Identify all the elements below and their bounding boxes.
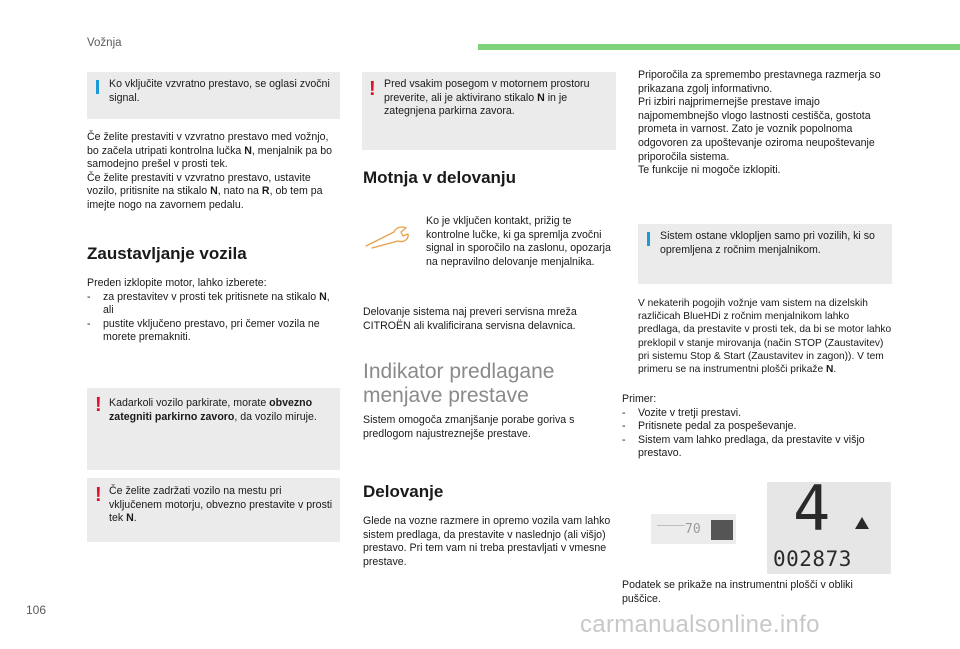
speed-value: 70 bbox=[685, 522, 701, 537]
section-title: Vožnja bbox=[87, 37, 122, 49]
gear-display bbox=[767, 472, 891, 574]
section-accent-bar bbox=[478, 44, 960, 50]
watermark: carmanualsonline.info bbox=[580, 611, 820, 638]
example-list: Primer: - Vozite v tretji prestavi. - Pritisnete pedal za pospeševanje. - Sistem vam lahko predlaga, da prestavite v višjo prestavo. bbox=[622, 393, 894, 461]
list-item: - Pritisnete pedal za pospeševanje. bbox=[622, 420, 797, 433]
paragraph-reverse: Če želite prestaviti v vzvratno prestavo med vožnjo, bo začela utripati kontrolna lučka N, menjalnik pa bo samodejno prešel v prosti tek. Če želite prestaviti v vzvratno prestavo, ustavite vozilo, pritisnite na stikalo N, nato na R, ob tem pa imejte nogo na zavornem pedalu. bbox=[87, 131, 332, 211]
gear-number: 4 bbox=[793, 472, 831, 545]
list-item: - Vozite v tretji prestavi. bbox=[622, 406, 742, 419]
speed-display bbox=[651, 514, 736, 544]
display-block bbox=[711, 520, 733, 540]
odometer: 002873 bbox=[773, 547, 852, 571]
info-text-manual: Sistem ostane vklopljen samo pri vozilih, ki so opremljena z ročnim menjalnikom. bbox=[660, 230, 875, 256]
heading-stopping: Zaustavljanje vozila bbox=[87, 244, 247, 263]
list-item: - pustite vključeno prestavo, pri čemer vozila ne morete premakniti. bbox=[87, 317, 320, 344]
info-icon bbox=[647, 232, 650, 246]
check-text: Delovanje sistema naj preveri servisna mreža CITROËN ali kvalificirana servisna delavnica. bbox=[363, 306, 577, 332]
heading-gear-indicator: Indikator predlagane menjave prestave bbox=[363, 360, 555, 407]
list-item: - za prestavitev v prosti tek pritisnete na stikalo N, ali bbox=[87, 290, 330, 317]
page-number: 106 bbox=[26, 603, 47, 617]
heading-operation: Delovanje bbox=[363, 482, 444, 501]
warning-text-parking: Kadarkoli vozilo parkirate, morate obvezno zategniti parkirno zavoro, da vozilo miruje. bbox=[109, 397, 317, 423]
operation-text: Glede na vozne razmere in opremo vozila vam lahko sistem predlaga, da prestavite v naslednjo (ali višjo) prestavo. Pri tem vam ni treba prestavljati v vmesne prestave. bbox=[363, 515, 611, 568]
paragraph-stopping: Preden izklopite motor, lahko izberete: - za prestavitev v prosti tek pritisnete na stikalo N, ali - pustite vključeno prestavo, pri čemer vozila ne morete premakniti. bbox=[87, 277, 343, 345]
info-icon-stem bbox=[96, 80, 99, 83]
info-text-reverse: Ko vključite vzvratno prestavo, se oglasi zvočni signal. bbox=[109, 78, 330, 104]
arrow-up-icon bbox=[854, 516, 870, 530]
warning-icon: ! bbox=[369, 78, 376, 100]
gsi-text: Sistem omogoča zmanjšanje porabe goriva s predlogom najustreznejše prestave. bbox=[363, 414, 575, 440]
wrench-warning-icon bbox=[364, 224, 412, 250]
heading-malfunction: Motnja v delovanju bbox=[363, 168, 517, 187]
figure-caption: Podatek se prikaže na instrumentni plošči v obliki puščice. bbox=[622, 579, 853, 605]
recommendations-text: Priporočila za spremembo prestavnega razmerja so prikazana zgolj informativno. Pri izbiri najprimernejše prestave imajo najpomembnejšo vlogo lastnosti cestišča, gostota prometa in varnost. Zato je voznik popolnoma odgovoren za upoštevanje oziroma neupoštevanje priporočila sistema. Te funkcije ni mogoče izklopiti. bbox=[638, 69, 881, 177]
warning-icon: ! bbox=[95, 484, 102, 506]
warning-text-neutral: Če želite zadržati vozilo na mestu pri vključenem motorju, obvezno prestavite v prosti tek N. bbox=[109, 485, 333, 525]
neutral-suggestion-text: V nekaterih pogojih vožnje vam sistem na dizelskih različicah BlueHDi z ročnim menjalnikom lahko predlaga, da prestavite v prosti tek, da bi se motor lahko preklopil v stanje mirovanja (način STOP (Zaustavitev) pri sistemu Stop & Start (Zaustavitev in zagon)). V tem primeru se na instrumentni plošči prikaže N. bbox=[638, 298, 892, 376]
list-item: - Sistem vam lahko predlaga, da prestavite v višjo prestavo. bbox=[622, 433, 865, 460]
warning-icon: ! bbox=[95, 394, 102, 416]
fault-text: Ko je vključen kontakt, prižig te kontrolne lučke, ki ga spremlja zvočni signal in sporočilo na zaslonu, opozarja na nepravilno delovanje menjalnika. bbox=[426, 215, 611, 268]
warning-text-engine: Pred vsakim posegom v motornem prostoru preverite, ali je aktivirano stikalo N in je zategnjena parkirna zavora. bbox=[384, 78, 590, 118]
